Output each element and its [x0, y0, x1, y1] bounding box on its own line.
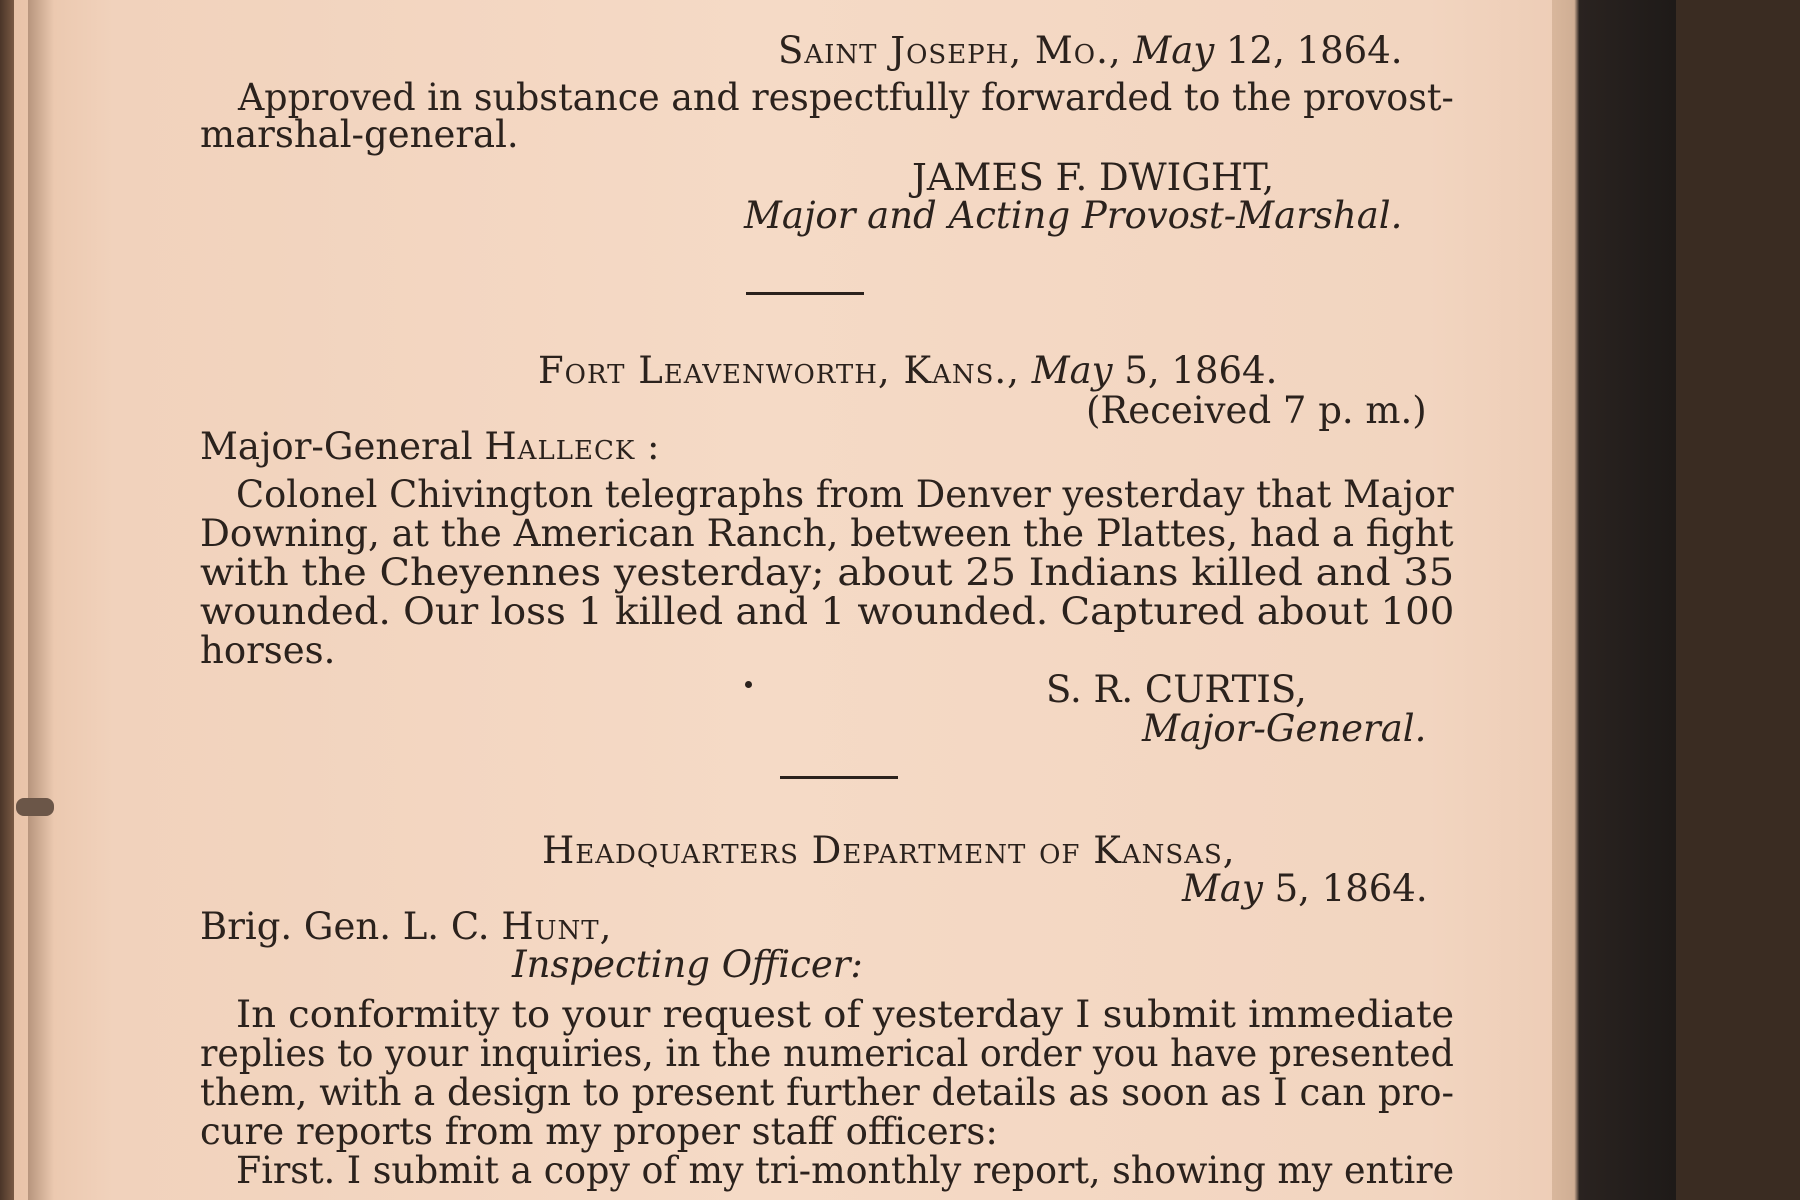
dateline-rest: 12, 1864.: [1226, 29, 1403, 72]
addressee-prefix: Brig. Gen. L. C.: [200, 905, 490, 948]
ink-speck: [745, 681, 752, 688]
body-line: wounded. Our loss 1 killed and 1 wounded. Captured about 100: [200, 590, 1455, 633]
signature-title: Major-General.: [1142, 707, 1427, 750]
salutation-prefix: Major-General: [200, 425, 473, 468]
body-line: Colonel Chivington telegraphs from Denver yesterday that Major: [236, 473, 1454, 516]
body-line: with the Cheyennes yesterday; about 25 Indians killed and 35: [200, 551, 1455, 594]
body-line: marshal-general.: [200, 113, 519, 156]
letter-date: [1182, 867, 1428, 910]
book-page: [14, 0, 1676, 1200]
book-cover-edge: [1552, 0, 1676, 1200]
body-line: them, with a design to present further details as soon as I can pro-: [200, 1071, 1455, 1114]
body-line: In conformity to your request of yesterday I submit immediate: [236, 993, 1455, 1036]
body-line: replies to your inquiries, in the numerical order you have presented: [200, 1032, 1454, 1075]
section-divider: [746, 292, 864, 295]
body-line: cure reports from my proper staff officers:: [200, 1110, 998, 1153]
date-month: May: [1182, 867, 1263, 910]
dateline-rest: 5, 1864.: [1124, 349, 1278, 392]
dateline-month: May: [1133, 29, 1215, 72]
salutation-colon: :: [647, 425, 660, 468]
addressee-hunt: [200, 905, 613, 948]
section-divider: [780, 776, 898, 779]
date-rest: 5, 1864.: [1274, 867, 1428, 910]
addressee-title: Inspecting Officer:: [512, 943, 863, 986]
received-note: (Received 7 p. m.): [1086, 389, 1427, 432]
dateline-fort-leavenworth: [538, 349, 1278, 392]
body-line: First. I submit a copy of my tri-monthly report, showing my entire: [236, 1149, 1455, 1192]
dateline-saint-joseph: [778, 29, 1403, 72]
binding-stitch: [16, 798, 54, 816]
dateline-place: Saint Joseph, Mo.,: [778, 29, 1122, 72]
body-line: Downing, at the American Ranch, between the Plattes, had a fight: [200, 512, 1454, 555]
dateline-month: May: [1031, 349, 1113, 392]
signature-dwight: JAMES F. DWIGHT,: [912, 156, 1275, 199]
salutation-halleck: [200, 425, 660, 468]
gutter-shadow: [28, 0, 54, 1200]
signature-title: Major and Acting Provost-Marshal.: [744, 194, 1403, 237]
dateline-place: Fort Leavenworth, Kans.,: [538, 349, 1020, 392]
salutation-name: Halleck: [484, 425, 636, 468]
headquarters-heading: Headquarters Department of Kansas,: [542, 829, 1236, 872]
body-line: horses.: [200, 629, 336, 672]
addressee-name: Hunt,: [501, 905, 613, 948]
book-spine: [0, 0, 14, 1200]
body-line: Approved in substance and respectfully forwarded to the provost-: [238, 76, 1454, 119]
signature-curtis: S. R. CURTIS,: [1046, 668, 1307, 711]
